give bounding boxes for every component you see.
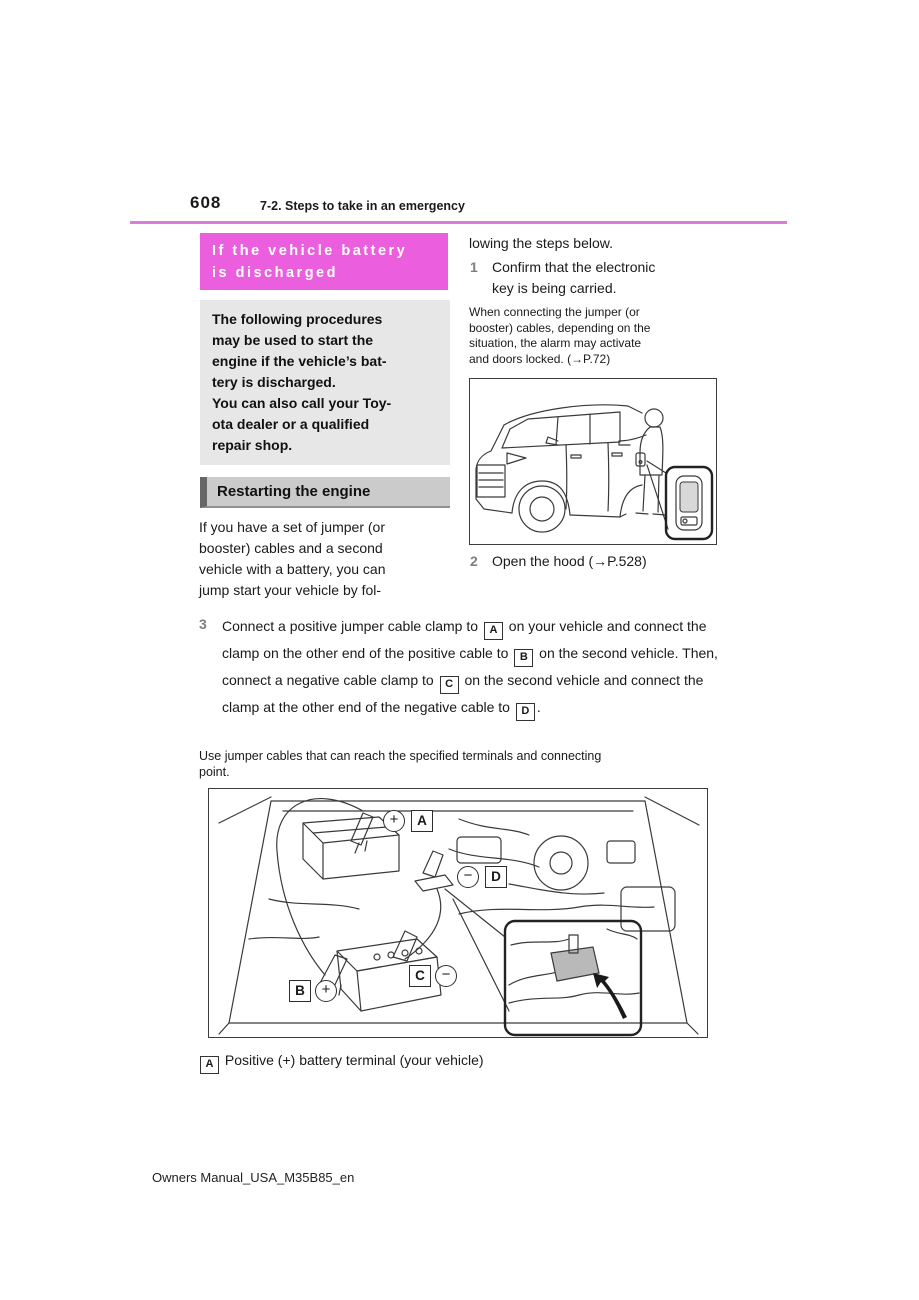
terminal-label-c: C [440, 676, 459, 694]
step3 [199, 613, 721, 721]
section-header: Restarting the engine [200, 477, 450, 508]
intro-line: repair shop. [212, 437, 293, 453]
plus-icon: + [383, 810, 405, 832]
engine-label-d: D [485, 866, 507, 888]
car-illustration-svg [470, 379, 716, 544]
step1-number: 1 [470, 259, 478, 275]
continuation-text: lowing the steps below. [469, 235, 613, 251]
step2-text: Open the hood (→P.528) [492, 553, 647, 569]
step3-segment: Connect a positive jumper cable clamp to [222, 618, 482, 634]
caption-text: Positive (+) battery terminal (your vehicle) [224, 1052, 484, 1068]
footer-text: Owners Manual_USA_M35B85_en [152, 1170, 355, 1185]
terminal-label-d: D [516, 703, 535, 721]
step3-number: 3 [199, 616, 207, 632]
paragraph-line: jump start your vehicle by fol- [199, 582, 382, 598]
chapter-title: 7-2. Steps to take in an emergency [260, 199, 465, 213]
left-paragraph [199, 517, 454, 601]
engine-illustration-svg [209, 789, 707, 1037]
intro-line: The following procedures [212, 311, 383, 327]
intro-line: You can also call your Toy- [212, 395, 392, 411]
step3-segment: on the second vehicle. Then, connect a negative cable clamp to [222, 645, 718, 688]
engine-label-c: C [409, 965, 431, 987]
figure-caption [200, 1050, 484, 1074]
step1-text [492, 257, 722, 299]
note-line: and doors locked. (→P.72) [469, 351, 611, 366]
terminal-label-b: B [514, 649, 533, 667]
minus-icon: − [435, 965, 457, 987]
title-box [200, 233, 448, 290]
minus-icon: − [457, 866, 479, 888]
title-line-1: If the vehicle battery [212, 243, 408, 259]
engine-label-a: A [411, 810, 433, 832]
note-line: When connecting the jumper (or [469, 305, 640, 319]
note-line: situation, the alarm may activate [469, 336, 642, 350]
paragraph-line: vehicle with a battery, you can [199, 561, 386, 577]
note-line: point. [199, 765, 230, 779]
step3-segment: on your vehicle and connect the clamp on the other end of the positive cable to [222, 618, 707, 661]
intro-box [200, 300, 450, 465]
intro-line: engine if the vehicle’s bat- [212, 353, 387, 369]
caption-label-a: A [200, 1056, 219, 1074]
plus-icon: + [315, 980, 337, 1002]
terminal-label-a: A [484, 622, 503, 640]
intro-line: may be used to start the [212, 332, 374, 348]
header-rule [130, 221, 787, 224]
alarm-note [469, 305, 721, 367]
intro-line: tery is discharged. [212, 374, 336, 390]
paragraph-line: booster) cables and a second [199, 540, 383, 556]
note-line: Use jumper cables that can reach the specified terminals and connecting [199, 749, 602, 763]
step3-segment: on the second vehicle and connect the clamp at the other end of the negative cable to [222, 672, 704, 715]
page-number: 608 [190, 193, 222, 212]
jumper-cable-note [199, 748, 739, 780]
step3-text [222, 613, 721, 721]
car-key-illustration [469, 378, 717, 545]
intro-line: ota dealer or a qualified [212, 416, 370, 432]
step1-line: Confirm that the electronic [492, 259, 656, 275]
step1-line: key is being carried. [492, 280, 617, 296]
paragraph-line: If you have a set of jumper (or [199, 519, 385, 535]
title-line-2: is discharged [212, 265, 338, 281]
note-line: booster) cables, depending on the [469, 320, 651, 335]
step3-segment: . [536, 699, 541, 715]
step2-number: 2 [470, 553, 478, 569]
engine-label-b: B [289, 980, 311, 1002]
engine-bay-illustration [208, 788, 708, 1038]
